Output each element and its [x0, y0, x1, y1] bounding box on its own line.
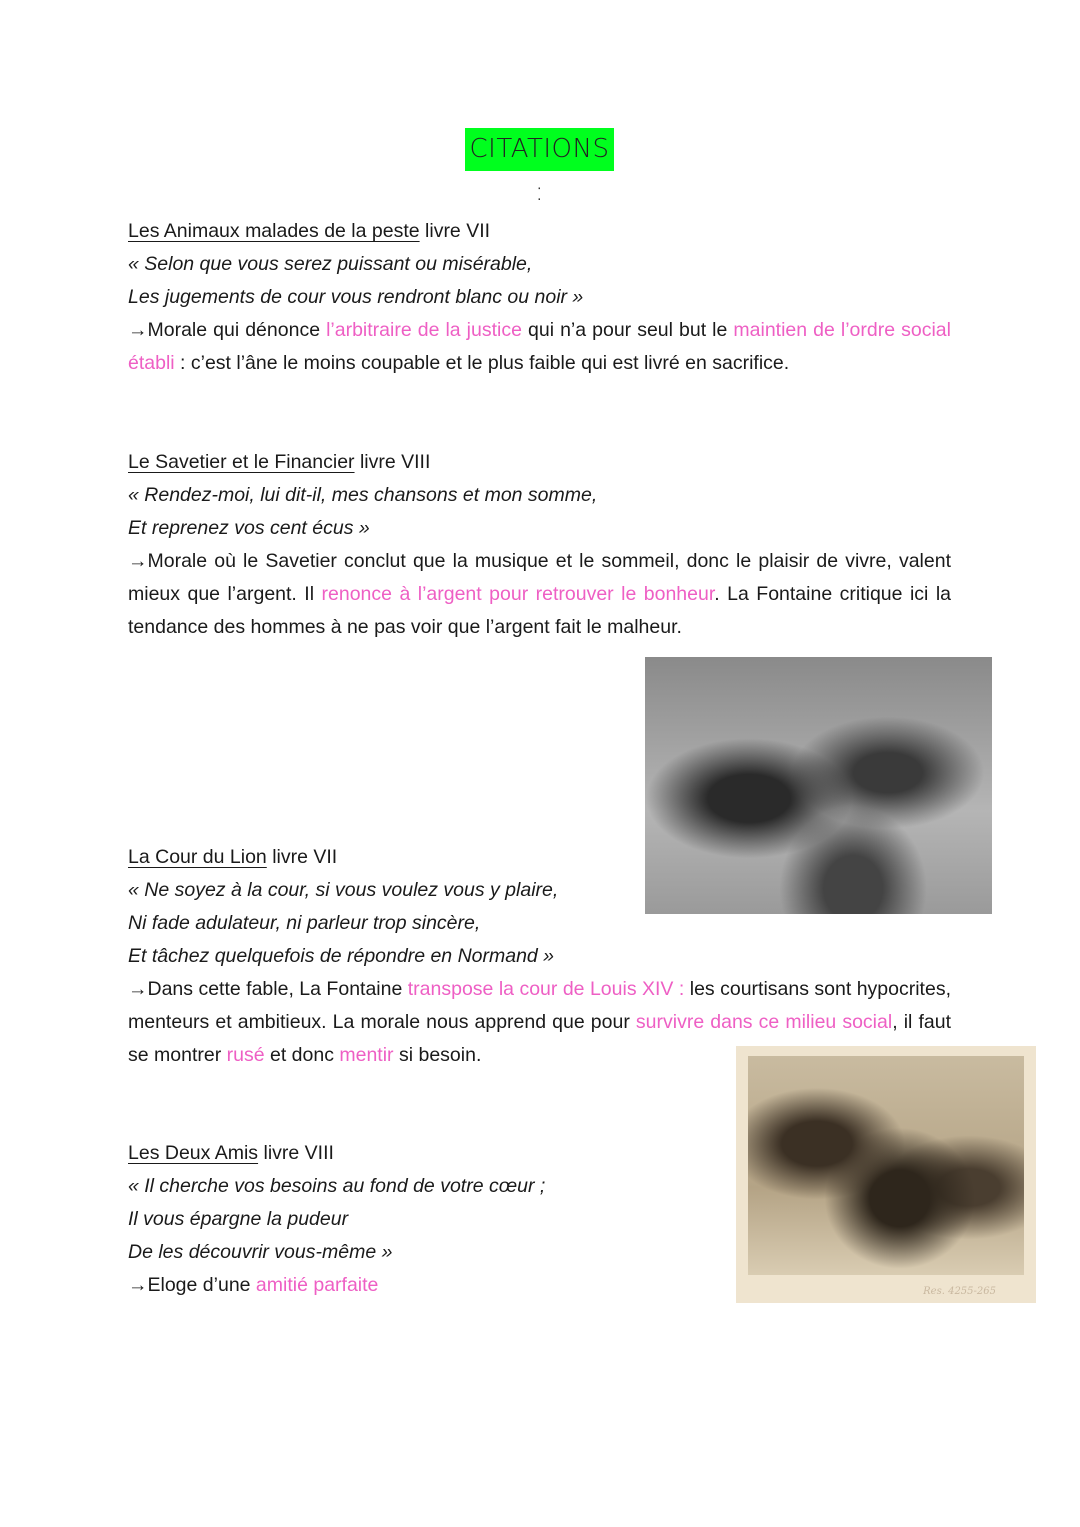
moral-segment: les courtisans sont hypocrites, menteurs et ambitieux. La morale nous apprend que pour: [128, 978, 951, 1033]
section-animaux-malades: [128, 215, 951, 380]
quote-line: « Ne soyez à la cour, si vous voulez vous y plaire,: [128, 879, 559, 901]
quote-line: De les découvrir vous-même »: [128, 1241, 393, 1263]
quote-line: « Il cherche vos besoins au fond de votre cœur ;: [128, 1175, 546, 1197]
moral-segment: : c’est l’âne le moins coupable et le plus faible qui est livré en sacrifice.: [174, 352, 790, 374]
highlighted-keyword: l’arbitraire de la justice: [326, 319, 522, 341]
fable-heading: [128, 446, 951, 479]
book-number: livre VIII: [258, 1142, 334, 1164]
moral-text: [128, 973, 951, 1072]
quote-line: Il vous épargne la pudeur: [128, 1208, 349, 1230]
fable-title: Les Deux Amis: [128, 1142, 259, 1164]
highlighted-keyword: renonce à l’argent pour retrouver le bonheur: [321, 583, 715, 605]
page-title: CITATIONS :: [465, 128, 614, 171]
highlighted-keyword: maintien de l’ordre social établi: [128, 319, 951, 374]
moral-segment: qui n’a pour seul but le: [521, 319, 734, 341]
quote-line: Et reprenez vos cent écus »: [128, 517, 370, 539]
section-savetier-financier: [128, 446, 951, 644]
moral-segment: →Morale qui dénonce: [128, 319, 327, 341]
quote-line: Et tâchez quelquefois de répondre en Normand »: [128, 945, 555, 967]
moral-text: [128, 314, 951, 380]
moral-segment: , il faut se montrer: [128, 1011, 951, 1066]
book-number: livre VIII: [354, 451, 431, 473]
highlighted-keyword: mentir: [339, 1044, 394, 1066]
moral-segment: et donc: [264, 1044, 340, 1066]
fable-heading: [128, 841, 951, 874]
book-number: livre VII: [266, 846, 338, 868]
moral-text: [128, 1269, 951, 1302]
highlighted-keyword: amitié parfaite: [255, 1274, 379, 1296]
moral-segment: →Morale où le Savetier conclut que la musique et le sommeil, donc le plaisir de vivre, valent mieux que l’argent. Il: [128, 550, 951, 605]
quote-line: Ni fade adulateur, ni parleur trop sincère,: [128, 912, 481, 934]
moral-segment: si besoin.: [393, 1044, 482, 1066]
moral-segment: . La Fontaine critique ici la tendance des hommes à ne pas voir que l’argent fait le malheur.: [128, 583, 951, 638]
fable-title: La Cour du Lion: [128, 846, 267, 868]
fable-heading: [128, 1137, 951, 1170]
highlighted-keyword: survivre dans ce milieu social: [635, 1011, 893, 1033]
highlighted-keyword: rusé: [226, 1044, 265, 1066]
book-number: livre VII: [419, 220, 491, 242]
section-cour-du-lion: [128, 841, 951, 1072]
engraving-catalog-mark: Res. 4255-265: [923, 1286, 996, 1297]
section-deux-amis: [128, 1137, 951, 1302]
moral-text: [128, 545, 951, 644]
quote-line: Les jugements de cour vous rendront blanc ou noir »: [128, 286, 584, 308]
highlighted-keyword: transpose la cour de Louis XIV :: [407, 978, 685, 1000]
quote-line: « Rendez-moi, lui dit-il, mes chansons et mon somme,: [128, 484, 598, 506]
quote-line: « Selon que vous serez puissant ou misérable,: [128, 253, 533, 275]
fable-title: Le Savetier et le Financier: [128, 451, 355, 473]
moral-segment: →Eloge d’une: [128, 1274, 256, 1296]
moral-segment: →Dans cette fable, La Fontaine: [128, 978, 408, 1000]
fable-heading: [128, 215, 951, 248]
fable-title: Les Animaux malades de la peste: [128, 220, 420, 242]
